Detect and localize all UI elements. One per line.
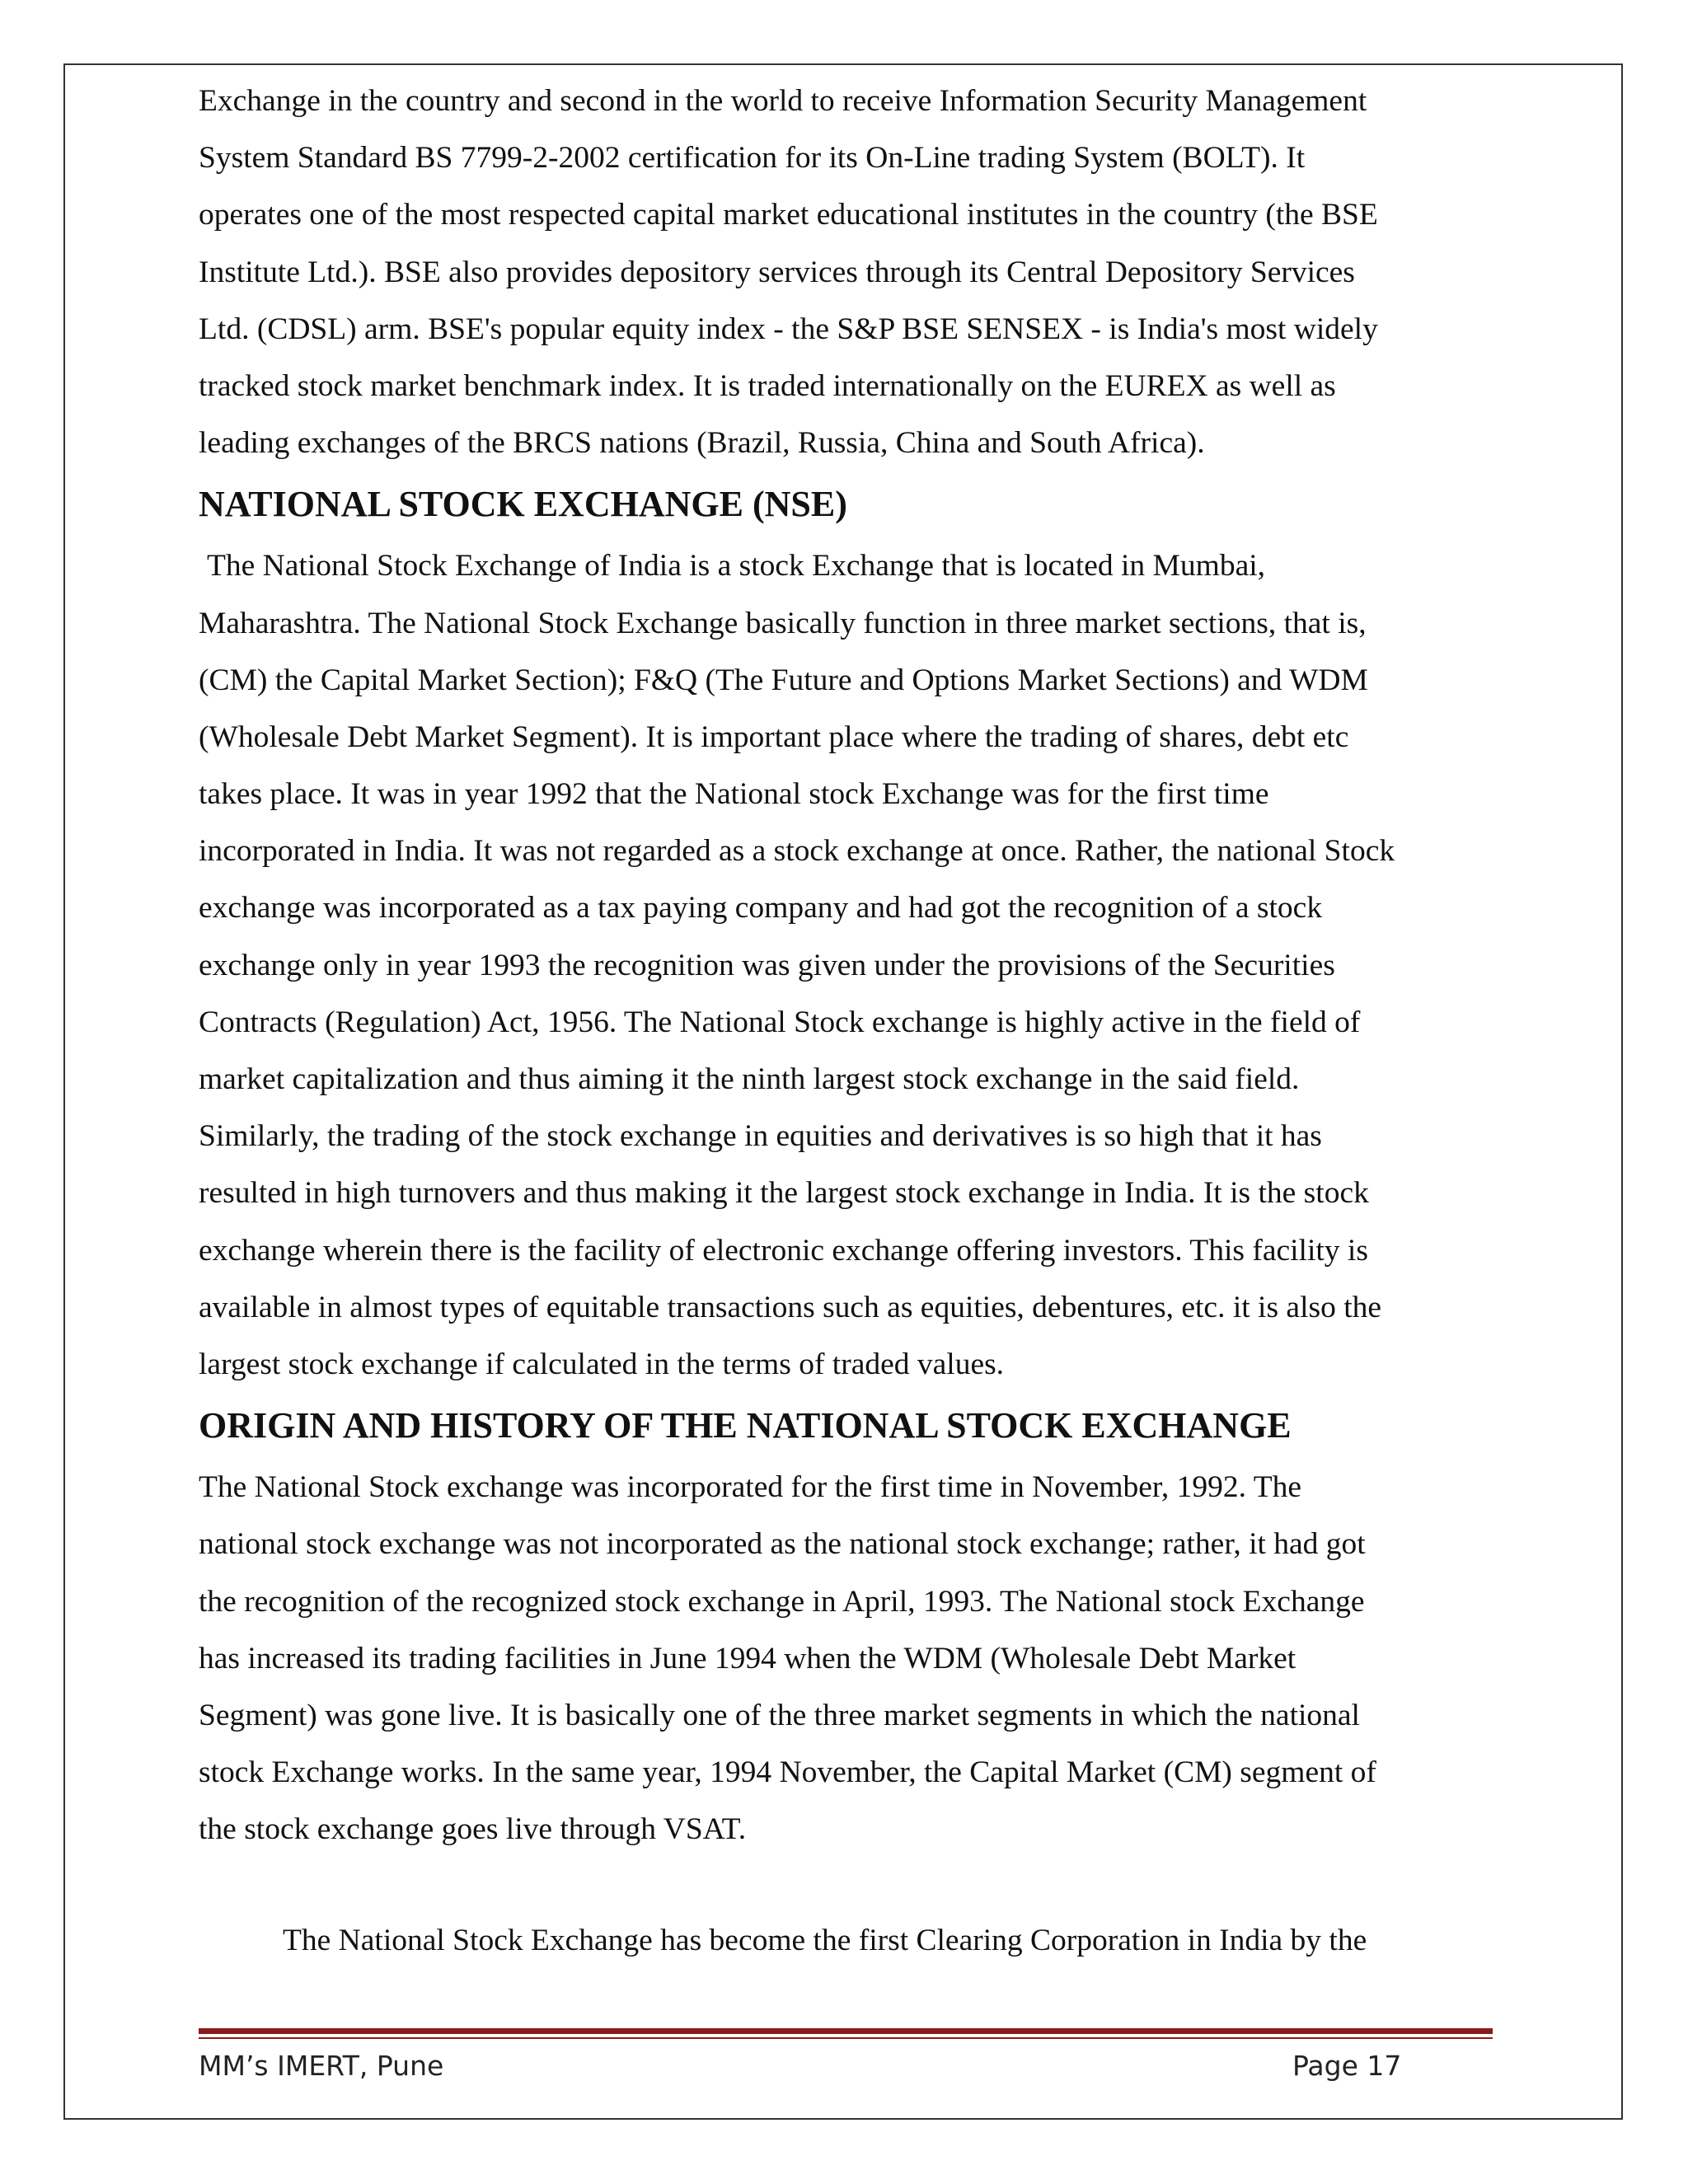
text-line: incorporated in India. It was not regarded as a stock exchange at once. Rather, the national Stock — [199, 834, 1395, 869]
text-line: leading exchanges of the BRCS nations (Brazil, Russia, China and South Africa). — [199, 426, 1205, 461]
footer-page-number: Page 17 — [1292, 2050, 1402, 2082]
document-body — [199, 73, 1493, 1970]
paragraph-nse — [199, 537, 1493, 1393]
text-line: national stock exchange was not incorporated as the national stock exchange; rather, it had got — [199, 1527, 1366, 1562]
paragraph-clearing-corporation — [199, 1912, 1493, 1969]
footer-institution: MM’s IMERT, Pune — [199, 2050, 444, 2082]
text-line: Segment) was gone live. It is basically one of the three market segments in which the national — [199, 1698, 1360, 1732]
text-line: market capitalization and thus aiming it the ninth largest stock exchange in the said field. — [199, 1062, 1300, 1096]
heading-nse: NATIONAL STOCK EXCHANGE (NSE) — [199, 484, 847, 525]
text-line: Contracts (Regulation) Act, 1956. The National Stock exchange is highly active in the field of — [199, 1005, 1361, 1039]
heading-origin-history: ORIGIN AND HISTORY OF THE NATIONAL STOCK EXCHANGE — [199, 1405, 1292, 1446]
text-line: available in almost types of equitable transactions such as equities, debentures, etc. it is also the — [199, 1290, 1382, 1324]
text-line: largest stock exchange if calculated in the terms of traded values. — [199, 1347, 1005, 1381]
text-line: resulted in high turnovers and thus making it the largest stock exchange in India. It is the stock — [199, 1176, 1369, 1211]
text-line: Maharashtra. The National Stock Exchange basically function in three market sections, that is, — [199, 606, 1367, 640]
footer-rule-thin — [199, 2037, 1493, 2039]
text-line: the stock exchange goes live through VSAT. — [199, 1812, 747, 1847]
text-line: exchange was incorporated as a tax paying company and had got the recognition of a stock — [199, 891, 1323, 926]
text-line: operates one of the most respected capital market educational institutes in the country (the BSE — [199, 198, 1378, 232]
footer-rule — [199, 2028, 1493, 2034]
text-line: Similarly, the trading of the stock exchange in equities and derivatives is so high that it has — [199, 1119, 1322, 1154]
text-line: The National Stock Exchange has become the first Clearing Corporation in India by the — [283, 1924, 1367, 1958]
text-line: exchange wherein there is the facility of electronic exchange offering investors. This facility is — [199, 1233, 1368, 1268]
text-line: tracked stock market benchmark index. It is traded internationally on the EUREX as well as — [199, 368, 1336, 403]
text-line: exchange only in year 1993 the recognition was given under the provisions of the Securities — [199, 948, 1335, 982]
text-line: has increased its trading facilities in June 1994 when the WDM (Wholesale Debt Market — [199, 1641, 1296, 1675]
text-line: (Wholesale Debt Market Segment). It is important place where the trading of shares, debt etc — [199, 719, 1349, 754]
paragraph-bse-intro — [199, 73, 1493, 471]
paragraph-origin-history — [199, 1459, 1493, 1858]
text-line: Exchange in the country and second in the world to receive Information Security Management — [199, 84, 1367, 118]
paragraph-gap — [199, 1858, 1493, 1912]
text-line: takes place. It was in year 1992 that the National stock Exchange was for the first time — [199, 777, 1269, 812]
text-line: stock Exchange works. In the same year, 1994 November, the Capital Market (CM) segment of — [199, 1755, 1376, 1790]
text-line: Institute Ltd.). BSE also provides depository services through its Central Depository Services — [199, 255, 1355, 289]
text-line: The National Stock exchange was incorporated for the first time in November, 1992. The — [199, 1470, 1302, 1505]
text-line: (CM) the Capital Market Section); F&Q (The Future and Options Market Sections) and WDM — [199, 663, 1368, 697]
text-line: System Standard BS 7799-2-2002 certification for its On-Line trading System (BOLT). It — [199, 141, 1306, 176]
text-line: Ltd. (CDSL) arm. BSE's popular equity index - the S&P BSE SENSEX - is India's most widely — [199, 312, 1378, 346]
text-line: The National Stock Exchange of India is a stock Exchange that is located in Mumbai, — [207, 549, 1266, 583]
text-line: the recognition of the recognized stock exchange in April, 1993. The National stock Exchange — [199, 1584, 1365, 1619]
